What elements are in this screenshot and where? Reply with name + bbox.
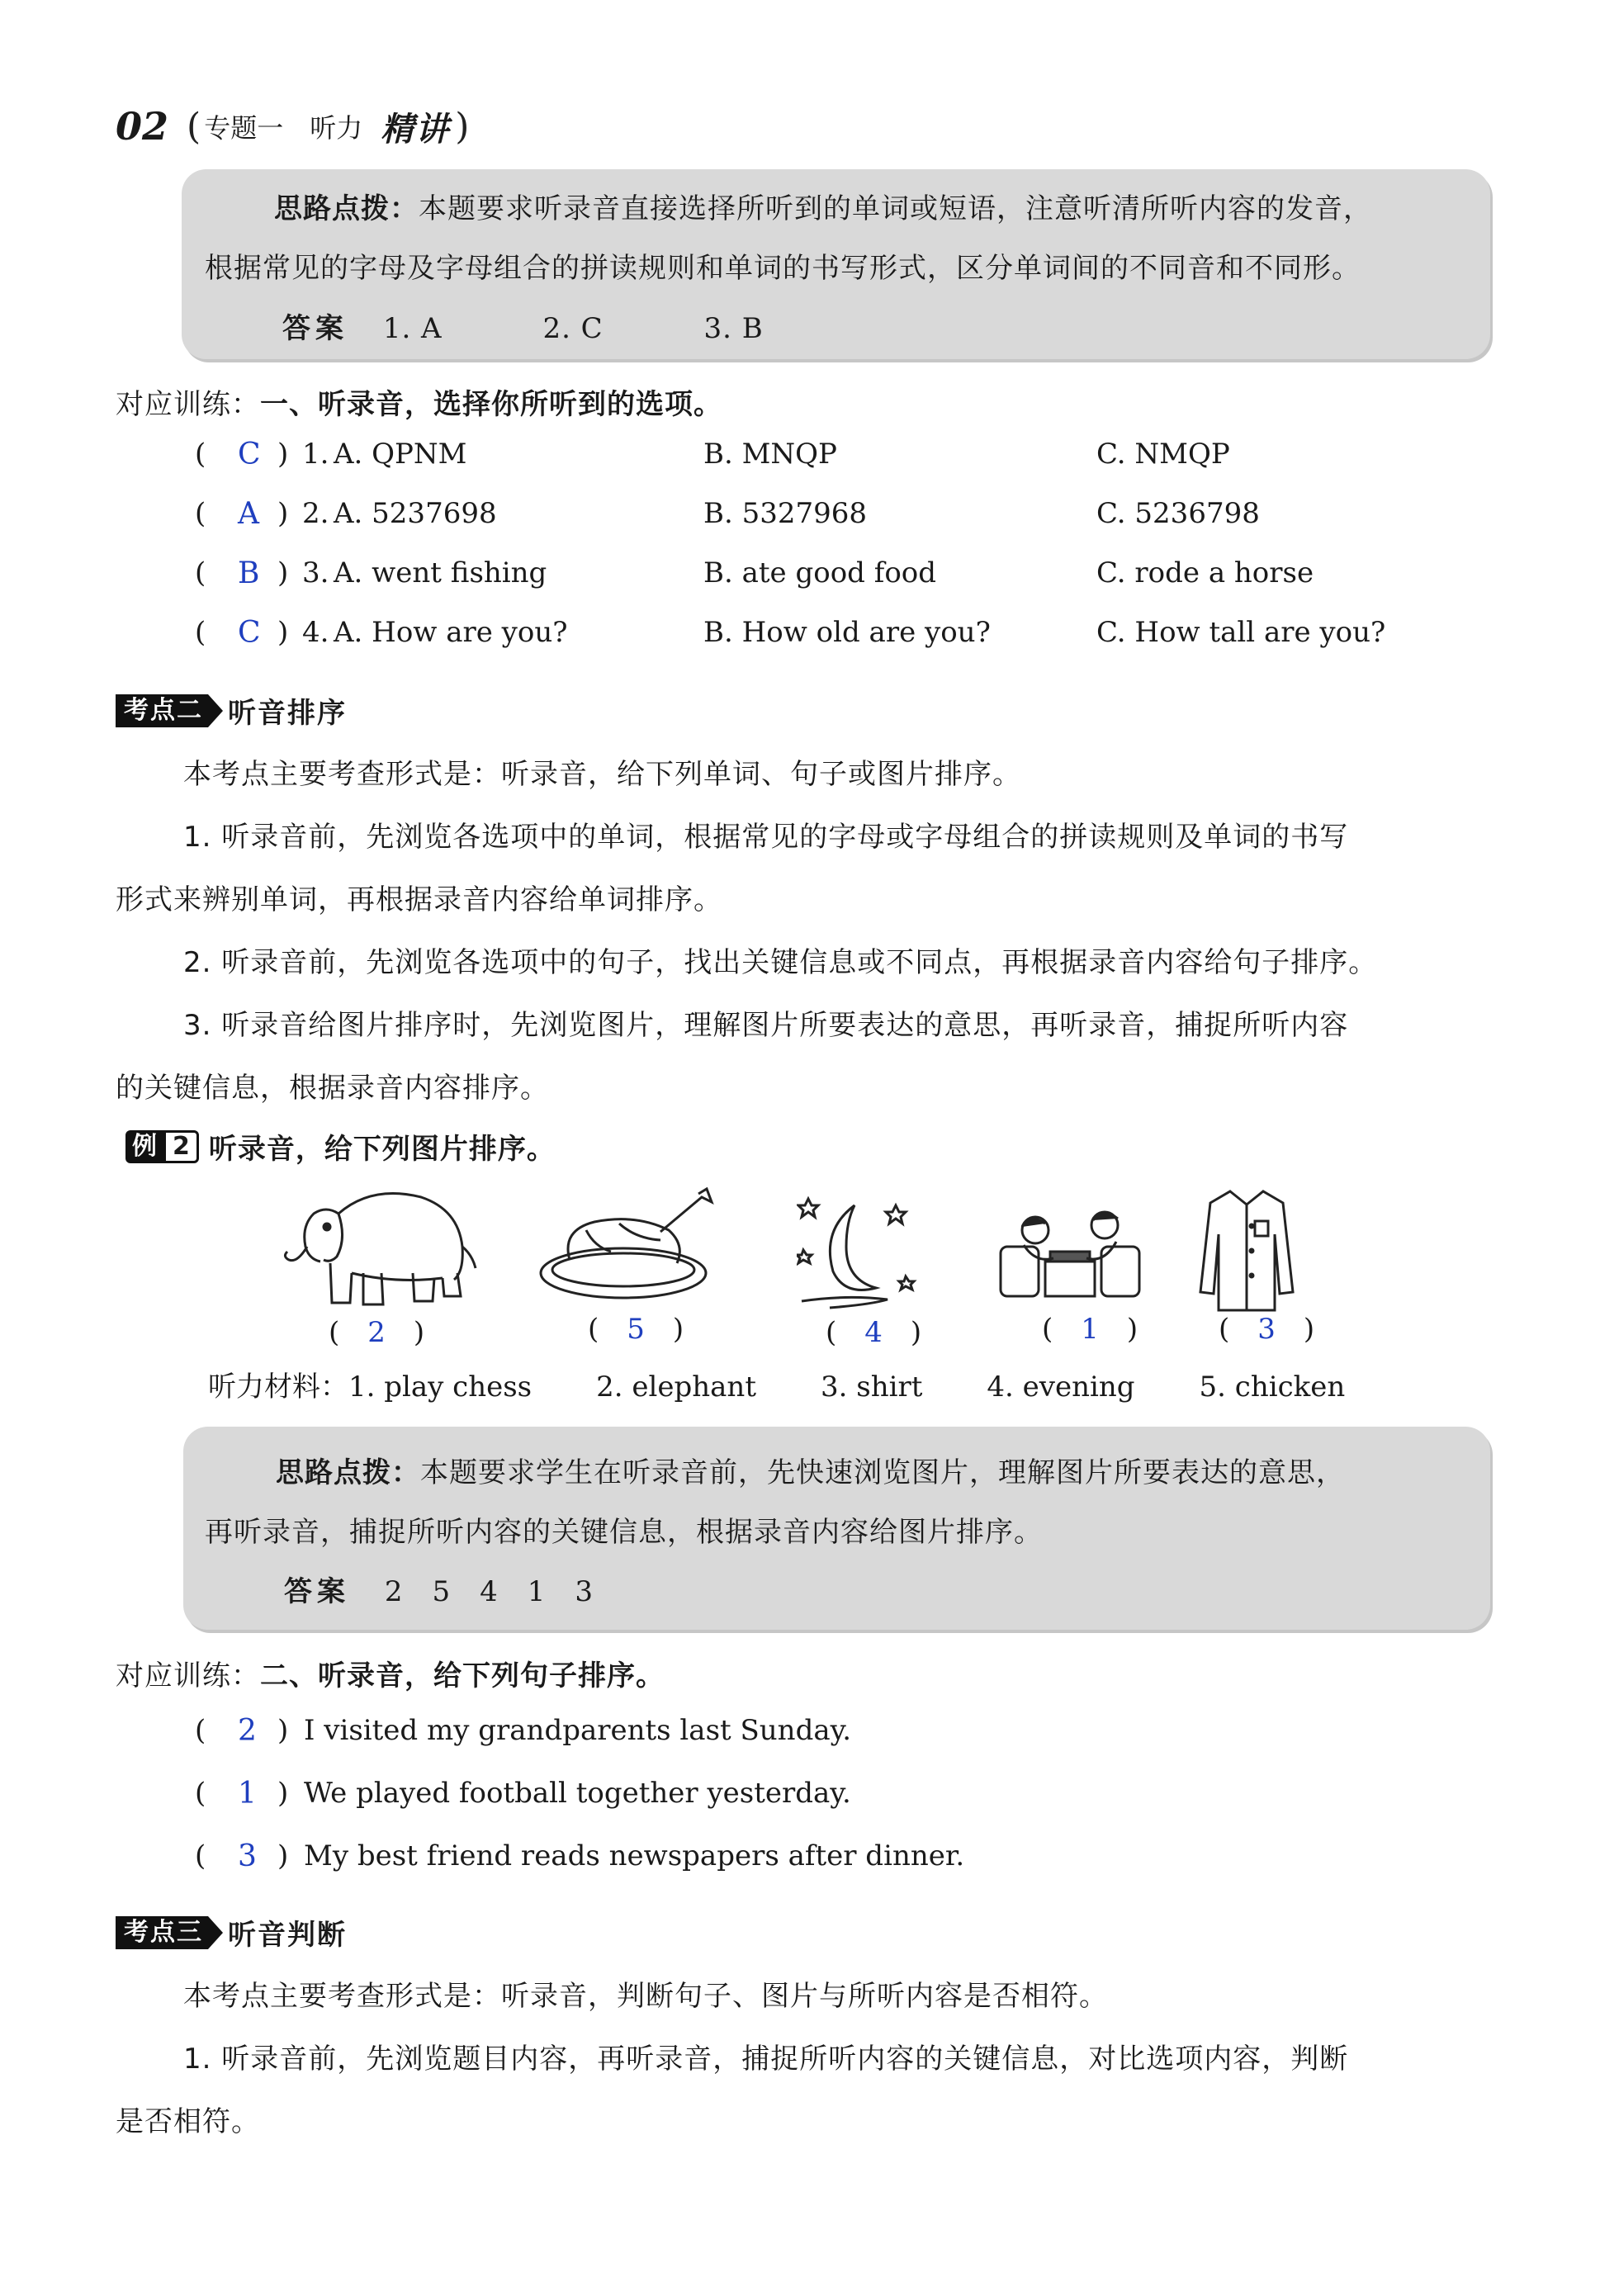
answer-3: 3. B xyxy=(703,312,764,345)
option-a: A. QPNM xyxy=(334,438,467,471)
answer-letter: B xyxy=(238,556,260,590)
section-label: 听力 xyxy=(310,112,363,144)
option-c: C. How tall are you? xyxy=(1096,616,1386,649)
material-item: 5. chicken xyxy=(1199,1370,1346,1404)
drill-prefix: 对应训练： xyxy=(116,388,260,421)
kaodian-2-point-3b: 的关键信息，根据录音内容排序。 xyxy=(116,1072,549,1105)
example-tag: 例 xyxy=(125,1130,163,1163)
option-a: A. 5237698 xyxy=(334,497,497,530)
page-header xyxy=(116,97,469,155)
elephant-icon xyxy=(281,1181,479,1313)
tip-line-2: 再听录音，捕捉所听内容的关键信息，根据录音内容给图片排序。 xyxy=(205,1516,1043,1549)
page-number: 02 xyxy=(116,104,169,149)
drill-2-heading xyxy=(116,1653,665,1693)
kaodian-tag: 考点二 xyxy=(116,694,208,727)
question-row: ( C ) 4. A. How are you? B. How old are you? C. How tall are you? xyxy=(195,616,1386,650)
arrow-icon xyxy=(208,694,223,727)
option-b: B. 5327968 xyxy=(703,497,868,530)
picture-answer: ( 3 ) xyxy=(1219,1313,1315,1346)
picture-answer: ( 2 ) xyxy=(329,1316,425,1349)
roast-chicken-icon xyxy=(537,1181,727,1313)
question-row: ( C ) 1. A. QPNM B. MNQP C. NMQP xyxy=(195,438,1230,471)
close-bracket-icon: ) xyxy=(455,105,470,148)
sentence-text: I visited my grandparents last Sunday. xyxy=(304,1714,852,1747)
question-row: ( A ) 2. A. 5237698 B. 5327968 C. 5236798 xyxy=(195,497,1260,531)
answer-2: 2. C xyxy=(542,312,604,345)
materials-label: 听力材料： xyxy=(208,1370,348,1404)
example-number: 2 xyxy=(163,1130,199,1163)
chess-players-icon xyxy=(996,1197,1144,1304)
picture-answer: ( 1 ) xyxy=(1042,1313,1138,1346)
kaodian-3-point-1b: 是否相符。 xyxy=(116,2105,260,2138)
topic-label: 专题一 xyxy=(204,112,284,144)
shirt-icon xyxy=(1197,1185,1296,1317)
kaodian-3-point-1a: 1. 听录音前，先浏览题目内容，再听录音，捕捉所听内容的关键信息，对比选项内容，判断 xyxy=(183,2043,1349,2076)
material-item: 4. evening xyxy=(987,1370,1135,1404)
material-item: 1. play chess xyxy=(348,1370,533,1404)
option-c: C. rode a horse xyxy=(1096,556,1314,589)
arrow-icon xyxy=(208,1916,223,1949)
sentence-row: ( 1 ) We played football together yesterday. xyxy=(195,1777,851,1811)
material-item: 3. shirt xyxy=(821,1370,923,1404)
tip-line-2: 根据常见的字母及字母组合的拼读规则和单词的书写形式，区分单词间的不同音和不同形。 xyxy=(205,252,1361,285)
kaodian-2-point-2: 2. 听录音前，先浏览各选项中的句子，找出关键信息或不同点，再根据录音内容给句子排序。 xyxy=(183,946,1378,979)
answer-sequence: 2 5 4 1 3 xyxy=(384,1575,594,1608)
option-c: C. NMQP xyxy=(1096,438,1230,471)
option-b: B. How old are you? xyxy=(703,616,991,649)
tip-lead: 思路点拨： xyxy=(274,192,419,225)
tip-line-1: 本题要求听录音直接选择所听到的单词或短语，注意听清所听内容的发音， xyxy=(419,192,1372,225)
order-number: 2 xyxy=(238,1714,257,1748)
moon-stars-icon xyxy=(797,1189,929,1313)
option-c: C. 5236798 xyxy=(1096,497,1260,530)
picture-answer: ( 5 ) xyxy=(588,1313,684,1346)
picture-answer: ( 4 ) xyxy=(826,1316,922,1349)
answer-letter: C xyxy=(238,438,261,471)
tip-lead: 思路点拨： xyxy=(276,1456,420,1489)
kaodian-2-heading xyxy=(116,690,347,731)
sentence-row: ( 2 ) I visited my grandparents last Sunday. xyxy=(195,1714,852,1748)
kaodian-title: 听音排序 xyxy=(228,697,347,730)
kaodian-2-point-1b: 形式来辨别单词，再根据录音内容给单词排序。 xyxy=(116,883,722,916)
answer-letter: A xyxy=(238,497,259,531)
tip-box-2 xyxy=(183,1427,1490,1630)
kaodian-2-point-1a: 1. 听录音前，先浏览各选项中的单词，根据常见的字母或字母组合的拼读规则及单词的书写 xyxy=(183,821,1349,854)
tip-box-1 xyxy=(182,169,1490,359)
kaodian-3-intro: 本考点主要考查形式是：听录音，判断句子、图片与所听内容是否相符。 xyxy=(183,1980,1108,2013)
sentence-row: ( 3 ) My best friend reads newspapers after dinner. xyxy=(195,1839,965,1873)
kaodian-2-intro: 本考点主要考查形式是：听录音，给下列单词、句子或图片排序。 xyxy=(183,758,1021,791)
answer-label: 答案 xyxy=(282,312,348,345)
option-b: B. MNQP xyxy=(703,438,837,471)
drill-title: 一、听录音，选择你所听到的选项。 xyxy=(260,388,722,421)
answer-1: 1. A xyxy=(382,312,443,345)
answer-letter: C xyxy=(238,616,261,650)
drill-title: 二、听录音，给下列句子排序。 xyxy=(260,1659,665,1692)
order-number: 3 xyxy=(238,1839,257,1873)
order-number: 1 xyxy=(238,1777,257,1811)
drill-1-heading xyxy=(116,381,722,422)
example-2-heading xyxy=(125,1126,556,1167)
example-title: 听录音，给下列图片排序。 xyxy=(208,1133,556,1166)
sentence-text: My best friend reads newspapers after dinner. xyxy=(304,1839,965,1872)
tip-line-1: 本题要求学生在听录音前，先快速浏览图片，理解图片所要表达的意思， xyxy=(420,1456,1345,1489)
listening-materials xyxy=(208,1364,1345,1404)
option-b: B. ate good food xyxy=(703,556,937,589)
answer-label: 答案 xyxy=(284,1575,350,1608)
question-row: ( B ) 3. A. went fishing B. ate good food C. rode a horse xyxy=(195,556,1314,590)
drill-prefix: 对应训练： xyxy=(116,1659,260,1692)
kaodian-3-heading xyxy=(116,1912,347,1953)
kaodian-2-point-3a: 3. 听录音给图片排序时，先浏览图片，理解图片所要表达的意思，再听录音，捕捉所听内容 xyxy=(183,1009,1349,1042)
material-item: 2. elephant xyxy=(596,1370,756,1404)
open-bracket-icon: ( xyxy=(187,105,201,148)
subtitle-label: 精讲 xyxy=(381,110,451,149)
kaodian-tag: 考点三 xyxy=(116,1916,208,1949)
option-a: A. How are you? xyxy=(334,616,568,649)
sentence-text: We played football together yesterday. xyxy=(304,1777,851,1810)
option-a: A. went fishing xyxy=(334,556,547,589)
kaodian-title: 听音判断 xyxy=(228,1919,347,1952)
